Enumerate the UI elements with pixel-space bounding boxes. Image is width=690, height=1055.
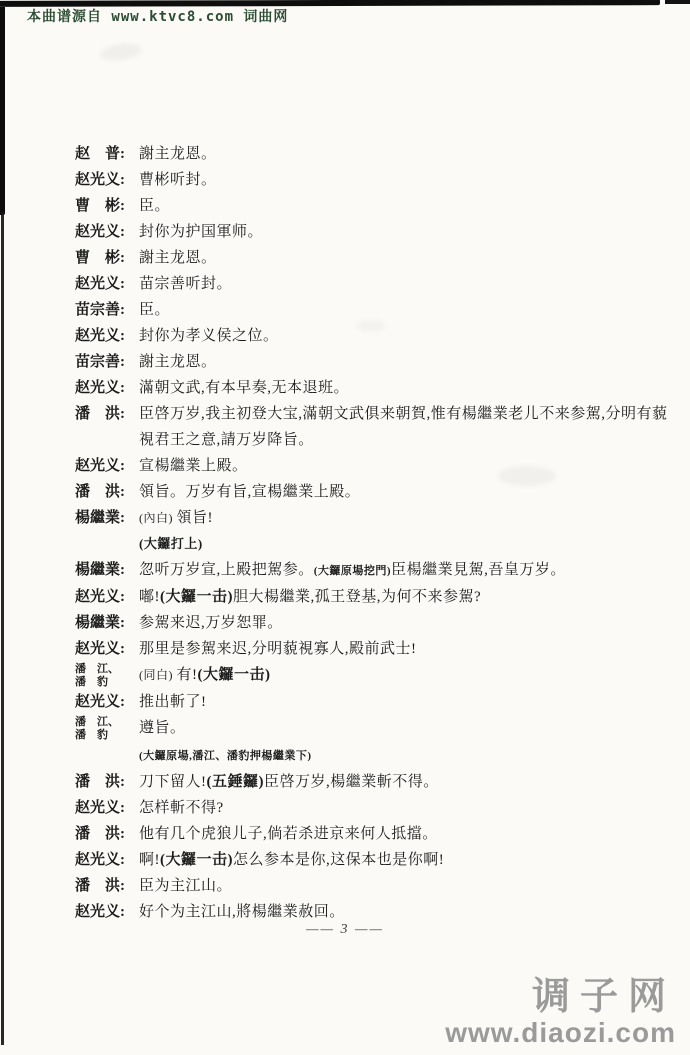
speaker-name: 潘 江、 潘 豹: [75, 663, 119, 688]
dialogue-segment: 謝主龙恩。: [139, 354, 217, 370]
source-watermark-text: 本曲谱源自 www.ktvc8.com 词曲网: [27, 9, 289, 25]
dialogue-segment: 臣楊繼業見駕,吾皇万岁。: [391, 562, 566, 578]
dialogue-text: [139, 479, 674, 505]
dialogue-text: [139, 297, 674, 323]
speaker-name: 潘 洪:: [75, 826, 125, 842]
dialogue-segment: 苗宗善听封。: [139, 276, 233, 292]
dialogue-text: [139, 821, 674, 847]
stage-direction: (大鑼原場,潘江、潘豹押楊繼業下): [139, 750, 312, 762]
dialogue-text: [139, 323, 674, 349]
dialogue-text: [139, 453, 674, 479]
site-watermark-url: www.diaozi.com: [445, 1016, 676, 1048]
dialogue-segment: 忽听万岁宣,上殿把駕参。: [139, 562, 314, 578]
speaker-name: 曹 彬:: [75, 198, 125, 214]
dialogue-segment: 封你为孝义侯之位。: [139, 328, 279, 344]
script-line: [75, 375, 674, 401]
scan-left-edge-artifact: [1, 212, 4, 1045]
speaker-name: 赵光义:: [75, 224, 125, 240]
dialogue-segment: 好个为主江山,將楊繼業赦回。: [139, 904, 345, 920]
dialogue-text: [139, 245, 674, 271]
dialogue-segment: 謝主龙恩。: [139, 146, 217, 162]
opera-script-dialogue: [75, 141, 674, 925]
speaker-name: 楊繼業:: [75, 510, 125, 526]
stage-direction: (五錘鑼): [206, 774, 264, 790]
dialogue-text: [139, 505, 674, 531]
speaker-name: 潘 江、 潘 豹: [75, 716, 119, 741]
dialogue-segment: 臣为主江山。: [139, 878, 233, 894]
stage-direction: (同白): [139, 668, 177, 682]
speaker-name: 赵光义:: [75, 904, 125, 920]
script-line: [75, 769, 674, 795]
script-line: [75, 271, 674, 297]
script-line: [75, 297, 674, 323]
script-line: [75, 401, 674, 453]
site-watermark-name: 调子网: [531, 975, 676, 1018]
dialogue-segment: 参駕来迟,万岁恕罪。: [139, 615, 283, 631]
script-line: [75, 453, 674, 479]
speaker-name: 赵光义:: [75, 172, 125, 188]
dialogue-segment: 謝主龙恩。: [139, 250, 217, 266]
speaker-name: 赵光义:: [75, 694, 125, 710]
page-number: —— 3 ——: [306, 922, 384, 937]
dialogue-segment: 那里是参駕来迟,分明藐視寡人,殿前武士!: [139, 641, 417, 657]
speaker-name: 楊繼業:: [75, 562, 125, 578]
script-line: [75, 245, 674, 271]
dialogue-segment: 臣啓万岁,楊繼業斬不得。: [264, 774, 439, 790]
script-line: [75, 557, 674, 584]
speaker-name: 潘 洪:: [75, 878, 125, 894]
script-line: [75, 795, 674, 821]
speaker-name: 赵光义:: [75, 800, 125, 816]
dialogue-segment: 胆大楊繼業,孤王登基,为何不来参駕?: [233, 589, 482, 605]
script-line: [75, 847, 674, 873]
dialogue-segment: 遵旨。: [139, 720, 186, 736]
dialogue-text: [139, 584, 674, 610]
script-line: [75, 821, 674, 847]
dialogue-text: [139, 219, 674, 245]
stage-direction: (大鑼打上): [139, 536, 203, 551]
script-line: [75, 742, 674, 769]
dialogue-text: [139, 167, 674, 193]
dialogue-segment: 領旨。万岁有旨,宣楊繼業上殿。: [139, 484, 361, 500]
script-line: [75, 167, 674, 193]
dialogue-text: [139, 847, 674, 873]
dialogue-text: [139, 557, 674, 584]
script-line: [75, 505, 674, 531]
dialogue-text: [139, 375, 674, 401]
speaker-name: 赵光义:: [75, 589, 125, 605]
script-line: [75, 193, 674, 219]
dialogue-segment: 怎样斬不得?: [139, 800, 224, 816]
script-line: [75, 715, 674, 742]
dialogue-text: [139, 873, 674, 899]
dialogue-segment: 有!: [176, 667, 198, 683]
dialogue-segment: 滿朝文武,有本早奏,无本退班。: [139, 380, 350, 396]
speaker-name: 赵光义:: [75, 641, 125, 657]
dialogue-segment: 他有几个虎狼儿子,倘若杀进京来何人抵擋。: [139, 826, 438, 842]
script-line: [75, 662, 674, 689]
stage-direction: (大鑼一击): [197, 667, 271, 683]
dialogue-text: [139, 401, 674, 453]
script-line: [75, 689, 674, 715]
dialogue-text: [139, 715, 674, 741]
scan-smudge: [99, 41, 143, 63]
dialogue-segment: 臣啓万岁,我主初登大宝,滿朝文武俱来朝賀,惟有楊繼業老儿不来参駕,分明有藐視君王之意,請万岁降旨。: [139, 406, 668, 448]
stage-direction: (大鑼原場挖門): [313, 565, 392, 577]
dialogue-text: [139, 193, 674, 219]
dialogue-text: [139, 636, 674, 662]
dialogue-text: [139, 349, 674, 375]
speaker-name: 赵光义:: [75, 852, 125, 868]
stage-direction: (大鑼一击): [160, 589, 233, 605]
speaker-name: 苗宗善:: [75, 354, 125, 370]
speaker-name: 赵光义:: [75, 380, 125, 396]
dialogue-segment: 推出斬了!: [139, 694, 207, 710]
speaker-name: 赵光义:: [75, 276, 125, 292]
script-line: [75, 219, 674, 245]
script-line: [75, 873, 674, 899]
script-line: [75, 479, 674, 505]
speaker-name: 赵光义:: [75, 458, 125, 474]
dialogue-segment: 嘟!: [139, 589, 160, 605]
site-watermark: [445, 975, 676, 1048]
script-line: [75, 323, 674, 349]
dialogue-segment: 封你为护国軍师。: [139, 224, 264, 240]
dialogue-segment: 曹彬听封。: [139, 172, 217, 188]
speaker-name: 曹 彬:: [75, 250, 125, 266]
dialogue-text: [139, 662, 674, 688]
dialogue-segment: 刀下留人!: [139, 774, 207, 790]
dialogue-text: [139, 610, 674, 636]
speaker-name: 赵 普:: [75, 146, 125, 162]
stage-direction: (大鑼一击): [160, 852, 233, 868]
speaker-name: 潘 洪:: [75, 406, 125, 422]
speaker-name: 赵光义:: [75, 328, 125, 344]
speaker-name: 潘 洪:: [75, 484, 125, 500]
script-line: [75, 531, 674, 557]
dialogue-text: [139, 271, 674, 297]
dialogue-text: [139, 531, 674, 557]
script-line: [75, 610, 674, 636]
scan-left-edge-artifact: [0, 7, 5, 215]
stage-direction: (內白): [139, 511, 177, 525]
dialogue-segment: 啊!: [139, 852, 160, 868]
dialogue-segment: 宣楊繼業上殿。: [139, 458, 248, 474]
script-line: [75, 349, 674, 375]
script-line: [75, 141, 674, 167]
dialogue-segment: 臣。: [139, 302, 171, 318]
script-line: [75, 636, 674, 662]
dialogue-text: [139, 689, 674, 715]
dialogue-segment: 臣。: [139, 198, 171, 214]
speaker-name: 潘 洪:: [75, 774, 125, 790]
scan-top-right-artifact: [665, 0, 690, 4]
dialogue-text: [139, 141, 674, 167]
speaker-name: 苗宗善:: [75, 302, 125, 318]
dialogue-text: [139, 795, 674, 821]
script-line: [75, 584, 674, 610]
speaker-name: 楊繼業:: [75, 615, 125, 631]
dialogue-text: [139, 742, 674, 769]
dialogue-text: [139, 769, 674, 795]
dialogue-segment: 怎么参本是你,这保本也是你啊!: [233, 852, 445, 868]
dialogue-segment: 領旨!: [176, 510, 213, 526]
